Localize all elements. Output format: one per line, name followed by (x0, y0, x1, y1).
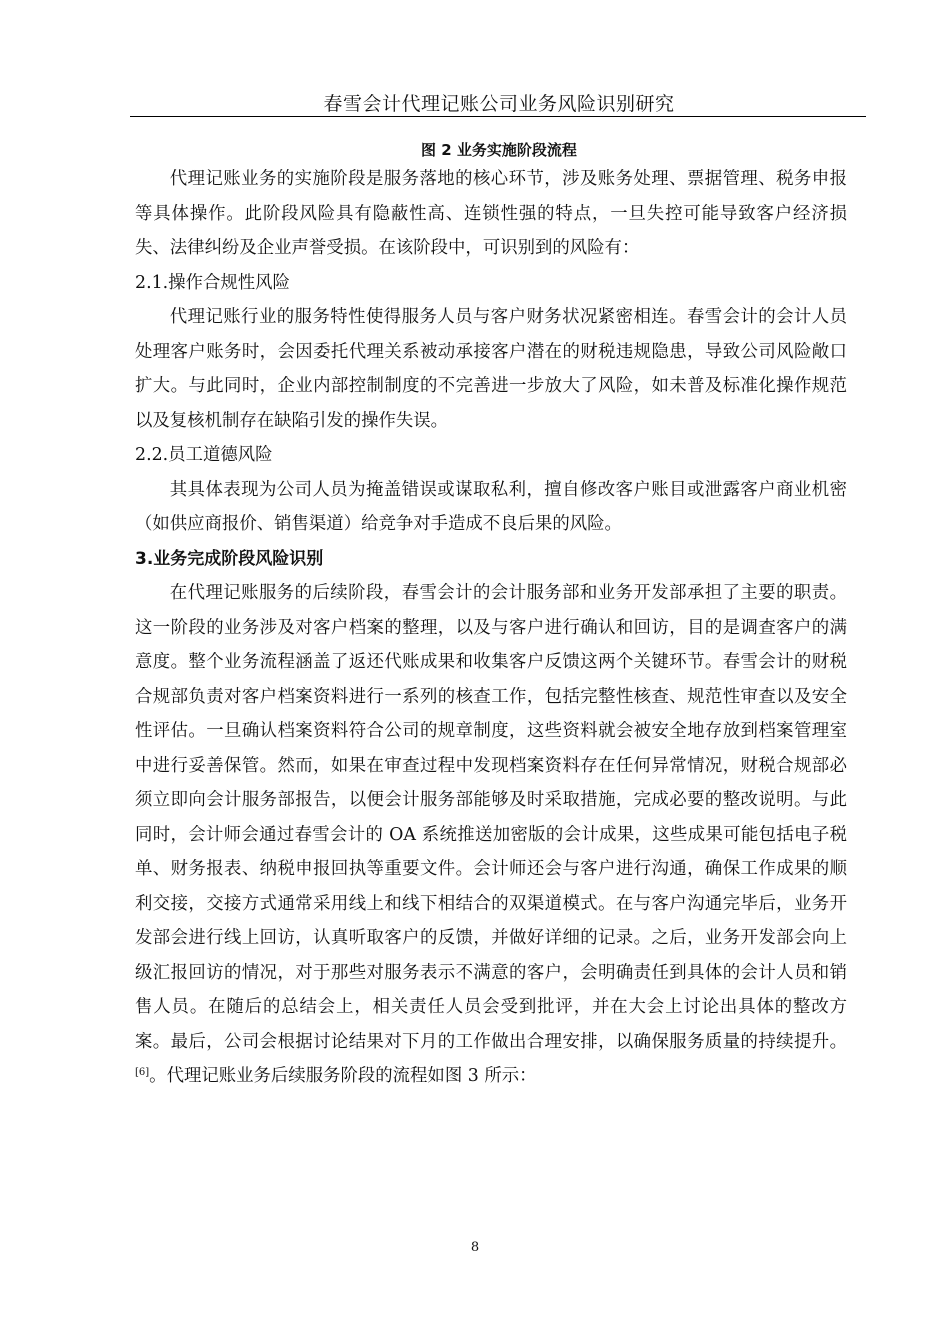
paragraph-completion-stage (135, 576, 847, 1094)
paragraph-moral-risk: 其具体表现为公司人员为掩盖错误或谋取私利，擅自修改客户账目或泄露客户商业机密（如供应商报价、销售渠道）给竞争对手造成不良后果的风险。 (135, 479, 847, 534)
citation-marker: [6] (135, 1067, 150, 1078)
paragraph-implementation-intro: 代理记账业务的实施阶段是服务落地的核心环节，涉及账务处理、票据管理、税务申报等具体操作。此阶段风险具有隐蔽性高、连锁性强的特点，一旦失控可能导致客户经济损失、法律纠纷及企业声誉受损。在该阶段中，可识别到的风险有： (135, 169, 847, 258)
body-text (135, 162, 847, 1094)
running-header: 春雪会计代理记账公司业务风险识别研究 (323, 93, 675, 115)
paragraph-completion-tail: 。代理记账业务后续服务阶段的流程如图 3 所示： (149, 1066, 537, 1086)
section-heading-2-2: 2.2.员工道德风险 (135, 445, 273, 465)
paragraph-compliance-risk: 代理记账行业的服务特性使得服务人员与客户财务状况紧密相连。春雪会计的会计人员处理客户账务时，会因委托代理关系被动承接客户潜在的财税违规隐患，导致公司风险敞口扩大。与此同时，企业内部控制制度的不完善进一步放大了风险，如未普及标准化操作规范以及复核机制存在缺陷引发的操作失误。 (135, 307, 847, 431)
header-rule (130, 116, 866, 117)
figure-caption: 图 2 业务实施阶段流程 (421, 141, 577, 159)
section-heading-3: 3.业务完成阶段风险识别 (135, 548, 324, 569)
section-heading-2-1: 2.1.操作合规性风险 (135, 272, 290, 293)
paragraph-completion-main: 在代理记账服务的后续阶段，春雪会计的会计服务部和业务开发部承担了主要的职责。这一阶段的业务涉及对客户档案的整理，以及与客户进行确认和回访，目的是调查客户的满意度。整个业务流程涵盖了返还代账成果和收集客户反馈这两个关键环节。春雪会计的财税合规部负责对客户档案资料进行一系列的核查工作，包括完整性核查、规范性审查以及安全性评估。一旦确认档案资料符合公司的规章制度，这些资料就会被安全地存放到档案管理室中进行妥善保管。然而，如果在审查过程中发现档案资料存在任何异常情况，财税合规部必须立即向会计服务部报告，以便会计服务部能够及时采取措施，完成必要的整改说明。与此同时，会计师会通过春雪会计的 OA 系统推送加密版的会计成果，这些成果可能包括电子税单、财务报表、纳税申报回执等重要文件。会计师还会与客户进行沟通，确保工作成果的顺利交接，交接方式通常采用线上和线下相结合的双渠道模式。在与客户沟通完毕后，业务开发部会进行线上回访，认真听取客户的反馈，并做好详细的记录。之后，业务开发部会向上级汇报回访的情况，对于那些对服务表示不满意的客户，会明确责任到具体的会计人员和销售人员。在随后的总结会上，相关责任人员会受到批评，并在大会上讨论出具体的整改方案。最后，公司会根据讨论结果对下月的工作做出合理安排，以确保服务质量的持续提升。 (135, 583, 847, 1052)
page-number: 8 (470, 1240, 480, 1255)
